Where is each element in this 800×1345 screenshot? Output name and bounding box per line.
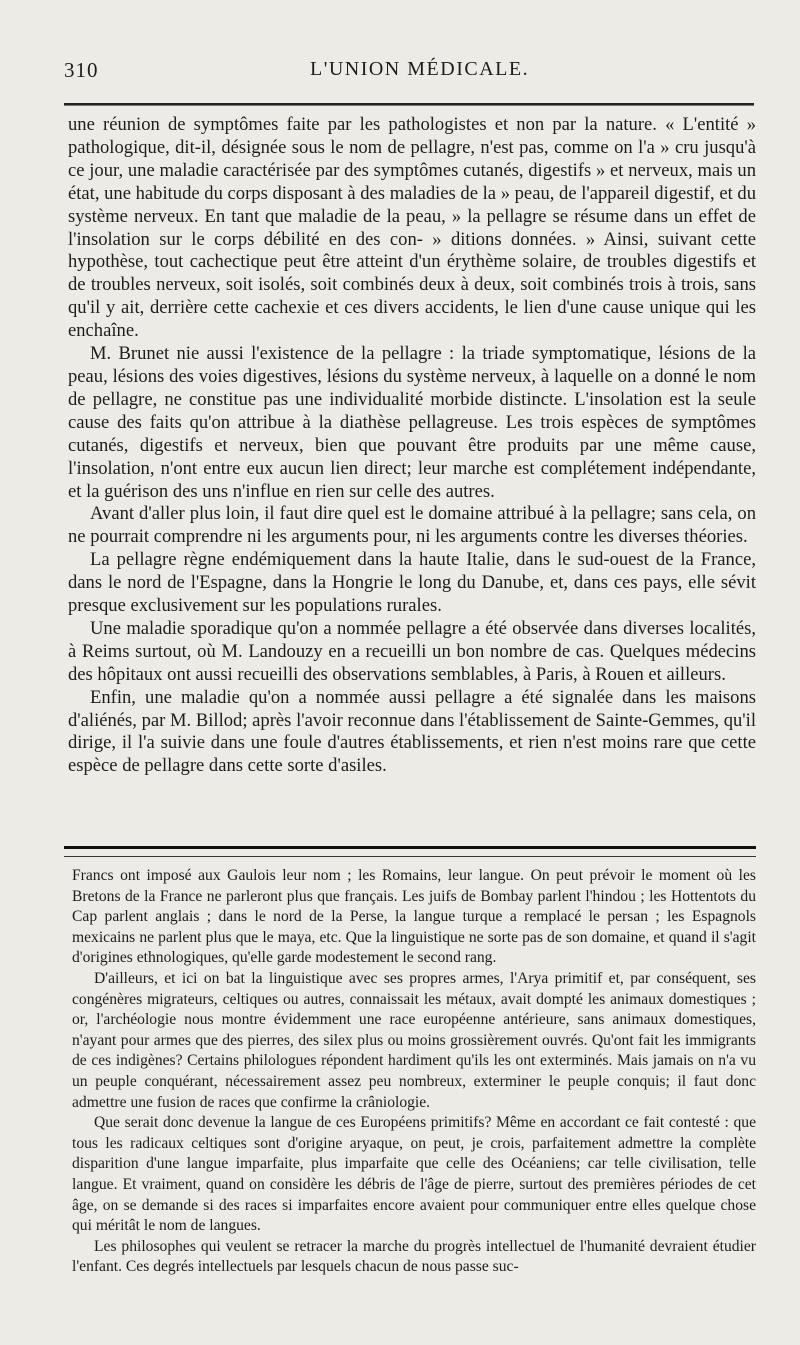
- footnote-paragraph: Francs ont imposé aux Gaulois leur nom ; les Romains, leur langue. On peut prévoir le moment où les Bretons de la France ne parleront plus que français. Les juifs de Bombay parlent l'hindou ; les Hottentots du Cap parlent anglais ; dans le nord de la Perse, la langue turque a remplacé le persan ; les Espagnols mexicains ne parlent plus que le maya, etc. Que la linguistique ne sorte pas de son domaine, et quand il s'agit d'origines ethnologiques, qu'elle garde modestement le second rang.: [72, 867, 756, 967]
- page-header: [64, 58, 754, 83]
- page-number: 310: [64, 58, 99, 82]
- footnote-paragraph: Les philosophes qui veulent se retracer la marche du progrès intellectuel de l'humanité devraient étudier l'enfant. Ces degrés intellectuels par lesquels chacun de nous passe suc-: [72, 1237, 756, 1276]
- footnote-separator-rule: [64, 846, 756, 857]
- main-paragraph: La pellagre règne endémiquement dans la haute Italie, dans le sud-ouest de la France, dans le nord de l'Espagne, dans la Hongrie le long du Danube, et, dans ces pays, elle sévit presque exclusivement sur les populations rurales.: [68, 549, 756, 617]
- main-paragraph: Une maladie sporadique qu'on a nommée pellagre a été observée dans diverses localités, à Reims surtout, où M. Landouzy en a recueilli un bon nombre de cas. Quelques médecins des hôpitaux ont aussi recueilli des observations semblables, à Paris, à Rouen et ailleurs.: [68, 617, 756, 685]
- footnote-text: [72, 866, 756, 1278]
- footnote-paragraph: Que serait donc devenue la langue de ces Européens primitifs? Même en accordant ce fait contesté : que tous les radicaux celtiques sont d'origine aryaque, on peut, je crois, parfaitement admettre la complète disparition d'une langue imparfaite, plus imparfaite que celle des Océaniens; car telle civilisation, telle langue. Et vraiment, quand on considère les débris de l'âge de pierre, surtout des premières périodes de cet âge, on se demande si des races si imparfaites encore avaient pour communiquer entre elles quelque chose qui méritât le nom de langues.: [72, 1114, 756, 1235]
- header-rule: [64, 103, 754, 106]
- main-paragraph: Avant d'aller plus loin, il faut dire quel est le domaine attribué à la pellagre; sans cela, on ne pourrait comprendre ni les arguments pour, ni les arguments contre les diverses théories.: [68, 503, 756, 548]
- main-text: [68, 114, 756, 778]
- footnote-paragraph: D'ailleurs, et ici on bat la linguistique avec ses propres armes, l'Arya primitif et, par conséquent, ses congénères migrateurs, celtiques ou autres, connaissait les métaux, avait dompté les animaux domestiques ; or, l'archéologie nous montre évidemment une race européenne antérieure, sans animaux domestiques, n'ayant pour armes que des pierres, des silex plus ou moins grossièrement ouvrés. Qu'ont fait les immigrants de ces indigènes? Certains philologues répondent hardiment qu'ils les ont exterminés. Mais jamais on n'a vu un peuple conquérant, nécessairement assez peu nombreux, exterminer le peuple conquis; il faut donc admettre une fusion de races que confirme la crâniologie.: [72, 969, 756, 1111]
- running-title: L'UNION MÉDICALE.: [310, 58, 530, 80]
- main-paragraph: une réunion de symptômes faite par les pathologistes et non par la nature. « L'entité » pathologique, dit-il, désignée sous le nom de pellagre, n'est pas, comme on l'a » cru jusqu'à ce jour, une maladie caractérisée par des symptômes cutanés, digestifs » et nerveux, mais un état, une habitude du corps disposant à des maladies de la » peau, de l'appareil digestif, et du système nerveux. En tant que maladie de la peau, » la pellagre se résume dans un effet de l'insolation sur le corps débilité en des con- » ditions données. » Ainsi, suivant cette hypothèse, tout cachectique peut être atteint d'un érythème solaire, de troubles digestifs et de troubles nerveux, soit isolés, soit combinés deux à deux, soit combinés trois à trois, sans qu'il y ait, derrière cette cachexie et ces divers accidents, le lien d'une cause unique qui les enchaîne.: [68, 114, 757, 342]
- main-paragraph: Enfin, une maladie qu'on a nommée aussi pellagre a été signalée dans les maisons d'aliénés, par M. Billod; après l'avoir reconnue dans l'établissement de Sainte-Gemmes, qu'il dirige, il l'a suivie dans une foule d'autres établissements, et rien n'est moins rare que cette espèce de pellagre dans cette sorte d'asiles.: [68, 686, 756, 777]
- main-paragraph: M. Brunet nie aussi l'existence de la pellagre : la triade symptomatique, lésions de la peau, lésions des voies digestives, lésions du système nerveux, à laquelle on a donné le nom de pellagre, ne constitue pas une individualité morbide distincte. L'insolation est la seule cause des faits qu'on attribue à la diathèse pellagreuse. Les trois espèces de symptômes cutanés, digestifs et nerveux, bien que pouvant être produits par une même cause, l'insolation, n'ont entre eux aucun lien direct; leur marche est complétement indépendante, et la guérison des uns n'influe en rien sur celle des autres.: [68, 343, 756, 502]
